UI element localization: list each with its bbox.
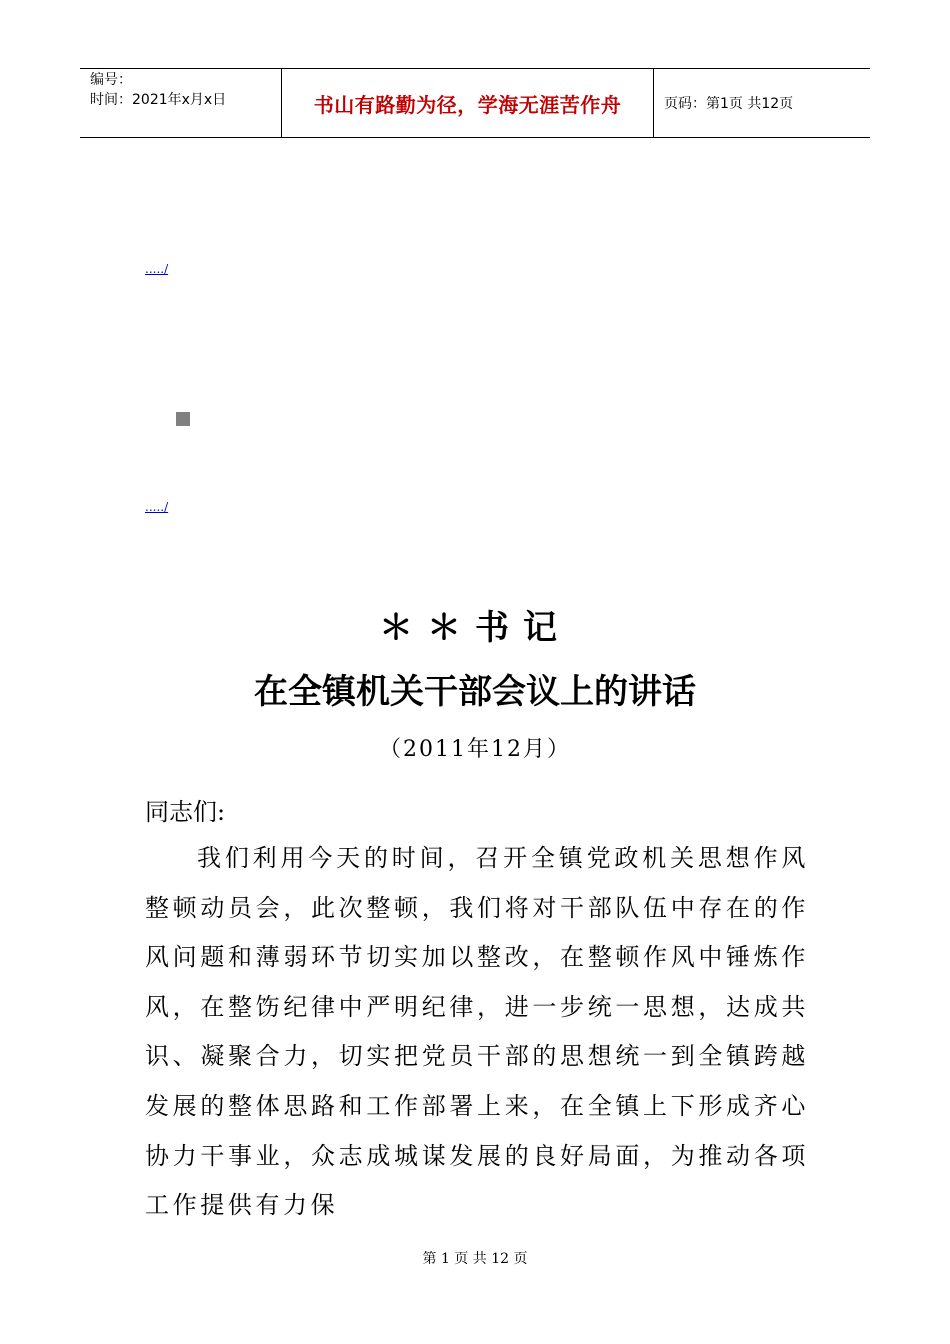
time-label: 时间：2021年x月x日 [90, 92, 227, 108]
page-footer: 第 1 页 共 12 页 [422, 1251, 528, 1267]
body-paragraph: 我们利用今天的时间，召开全镇党政机关思想作风整顿动员会，此次整顿，我们将对干部队伍中存在的作风问题和薄弱环节切实加以整改，在整顿作风中锤炼作风，在整饬纪律中严明纪律，进一步统一思想，达成共识、凝聚合力，切实把党员干部的思想统一到全镇跨越发展的整体思路和工作部署上来，在全镇上下形成齐心协力干事业，众志成城谋发展的良好局面，为推动各项工作提供有力保 [145, 844, 809, 1220]
header-motto-cell [281, 69, 654, 137]
image-placeholder-icon [176, 412, 190, 426]
dots-link-bottom[interactable]: ...../ [145, 500, 169, 514]
title-line-2: 在全镇机关干部会议上的讲话 [254, 672, 696, 712]
header-page-cell [654, 69, 870, 137]
header-page-info: 页码：第1页 共12页 [664, 96, 794, 112]
title-line-1: ＊＊书记 [379, 608, 571, 648]
number-label: 编号： [90, 72, 132, 88]
dots-link-top[interactable]: ...../ [145, 262, 169, 276]
salutation: 同志们: [145, 798, 226, 826]
motto-text: 书山有路勤为径，学海无涯苦作舟 [313, 92, 622, 117]
speech-date: （2011年12月） [379, 737, 571, 762]
header-meta-cell [80, 69, 281, 137]
document-header [80, 68, 870, 138]
